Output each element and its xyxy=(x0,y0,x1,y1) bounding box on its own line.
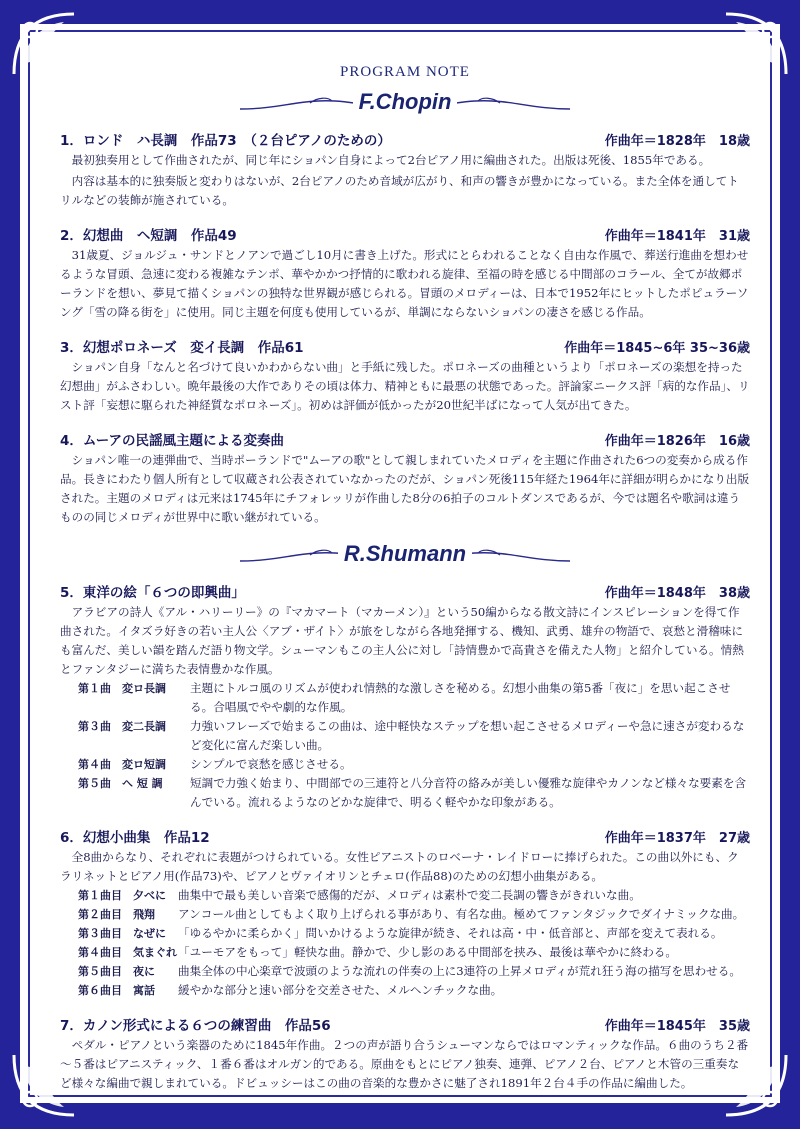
movement-description: 緩やかな部分と速い部分を交差させた、メルヘンチックな曲。 xyxy=(178,983,503,997)
work-title: 2．幻想曲 ヘ短調 作品49 xyxy=(60,228,237,244)
work-year: 作曲年＝1845年 35歳 xyxy=(604,1019,750,1034)
movement-row xyxy=(60,905,750,924)
work-title: 4．ムーアの民謡風主題による変奏曲 xyxy=(60,433,285,449)
movement-description: 「ゆるやかに柔らかく」問いかけるような旋律が続き、それは高・中・低音部と、声部を変えて表れる。 xyxy=(178,926,723,940)
work-title: 1．ロンド ハ長調 作品73 （２台ピアノのための） xyxy=(60,133,391,149)
movement-label: 第１曲 変ロ長調 xyxy=(78,682,166,695)
movement-row xyxy=(60,679,750,717)
movement-label: 第３曲目 なぜに xyxy=(78,927,166,940)
work-year: 作曲年＝1837年 27歳 xyxy=(604,831,750,846)
work-description: 内容は基本的に独奏版と変わりはないが、2台ピアノのため音域が広がり、和声の響きが豊かになっている。また全体を通してトリルなどの装飾が施されている。 xyxy=(60,174,739,207)
work-title: 3．幻想ポロネーズ 変イ長調 作品61 xyxy=(60,340,304,356)
page-title: PROGRAM NOTE xyxy=(340,64,470,80)
movement-row xyxy=(60,924,750,943)
composer-heading-schumann xyxy=(60,541,750,573)
work-description: アラビアの詩人《アル・ハリーリー》の『マカマート（マカーメン）』という50編からなる散文詩にインスピレーションを得て作曲された。イタズラ好きの若い主人公〈アブ・ザイト〉が旅をしながら各地発揮する、機知、武勇、雄弁の物語で、哀愁と滑稽味にも富んだ、美しい韻を踏んだ語り物文学。シューマンもこの主人公に対し「詩情豊かで高貴さを備えた人物」と紹介している。情熱とファンタジーに満ちた表情豊かな作風。 xyxy=(60,605,744,676)
program-content xyxy=(60,58,750,1107)
work-description: 最初独奏用として作曲されたが、同じ年にショパン自身によって2台ピアノ用に編曲された。出版は死後、1855年である。 xyxy=(71,153,711,167)
movement-description: 曲集全体の中心楽章で波頭のような流れの伴奏の上に3連符の上昇メロディが荒れ狂う海の描写を思わせる。 xyxy=(178,964,741,978)
movement-label: 第５曲目 夜に xyxy=(78,965,155,978)
movement-label: 第１曲目 夕べに xyxy=(78,889,166,902)
work-description: ショパン自身「なんと名づけて良いかわからない曲」と手紙に残した。ポロネーズの曲種というより「ポロネーズの楽想を持った幻想曲」がふさわしい。晩年最後の大作でありその頃は体力、精神ともに最悪の状態であった。評論家ニークス評「病的な作品」、リスト評「妄想に駆られた神経質なポロネーズ」。初めは評価が低かったが20世紀半ばになって人気が出てきた。 xyxy=(60,360,750,412)
movement-description: アンコール曲としてもよく取り上げられる事があり、有名な曲。極めてファンタジックでダイナミックな曲。 xyxy=(178,907,745,921)
work-title: 5．東洋の絵「６つの即興曲」 xyxy=(60,585,245,601)
movement-description: 曲集中で最も美しい音楽で感傷的だが、メロディは素朴で変二長調の響きがきれいな曲。 xyxy=(178,888,641,902)
work-entry xyxy=(60,336,750,415)
composer-name: F.Chopin xyxy=(353,89,458,114)
movement-description: 主題にトルコ風のリズムが使われ情熱的な激しさを秘める。幻想小曲集の第5番「夜に」を思い起こさせる。合唱風でやや劇的な作風。 xyxy=(190,681,731,714)
work-year: 作曲年＝1841年 31歳 xyxy=(604,229,750,244)
work-entry xyxy=(60,429,750,527)
work-entry xyxy=(60,1014,750,1093)
movement-label: 第３曲 変二長調 xyxy=(78,720,166,733)
work-year: 作曲年＝1848年 38歳 xyxy=(604,586,750,601)
movement-row xyxy=(60,962,750,981)
movement-row xyxy=(60,774,750,812)
work-entry xyxy=(60,129,750,210)
movement-description: 「ユーモアをもって」軽快な曲。静かで、少し影のある中間部を挟み、最後は華やかに終わる。 xyxy=(178,945,677,959)
composer-heading-chopin xyxy=(60,89,750,121)
work-entry xyxy=(60,224,750,322)
work-description: 31歳夏、ジョルジュ・サンドとノアンで過ごし10月に書き上げた。形式にとらわれることなく自由な作風で、葬送行進曲を想わせるような冒頭、急速に変わる複雑なテンポ、華やかかつ抒情的に歌われる旋律、至福の時を感じる中間部のコラール、全てが故郷ポーランドを想い、夢見て描くショパンの独特な世界観が感じられる。冒頭のメロディーは、日本で1952年にヒットしたポピュラーソング「雪の降る街を」に使用。同じ主題を何度も使用しているが、単調にならないショパンの凄さを感じる作品。 xyxy=(60,248,749,319)
movement-row xyxy=(60,886,750,905)
movement-row xyxy=(60,755,750,774)
movement-label: 第６曲目 寓話 xyxy=(78,984,155,997)
work-entry xyxy=(60,826,750,1000)
movement-row xyxy=(60,717,750,755)
movement-row xyxy=(60,943,750,962)
movement-label: 第２曲目 飛翔 xyxy=(78,908,155,921)
movement-label: 第５曲 ヘ 短 調 xyxy=(78,777,163,790)
movement-row xyxy=(60,981,750,1000)
work-description: 全8曲からなり、それぞれに表題がつけられている。女性ピアニストのロベーナ・レイドローに捧げられた。この曲以外にも、クラリネットとピアノ用(作品73)や、ピアノとヴァイオリンとチェロ(作品88)のための幻想小曲集がある。 xyxy=(60,850,739,883)
work-year: 作曲年＝1826年 16歳 xyxy=(604,434,750,449)
composer-name: R.Shumann xyxy=(338,541,472,566)
work-description: ショパン唯一の連弾曲で、当時ポーランドで"ムーアの歌"として親しまれていたメロディを主題に作曲された6つの変奏から成る作品。長きにわたり個人所有として収蔵され公表されていなかったのだが、ショパン死後115年経た1964年に詳細が明らかになり出版された。主題のメロディは元来は1745年にチフォレッリが作曲した8分の6拍子のコルトダンスであるが、今では題名や歌詞は違うものの同じメロディが世界中に歌い継がれている。 xyxy=(60,453,750,524)
work-title: 7．カノン形式による６つの練習曲 作品56 xyxy=(60,1018,331,1034)
movement-description: 短調で力強く始まり、中間部での三連符と八分音符の絡みが美しい優雅な旋律やカノンなど様々な要素を含んでいる。流れるようなのどかな旋律で、明るく軽やかな印象がある。 xyxy=(190,776,747,809)
work-entry xyxy=(60,581,750,812)
movement-label: 第４曲目 気まぐれ xyxy=(78,946,177,959)
work-year: 作曲年＝1845~6年 35~36歳 xyxy=(564,341,750,356)
work-description: ペダル・ピアノという楽器のために1845年作曲。２つの声が語り合うシューマンならではロマンティックな作品。６曲のうち２番～５番はピアニスティック、１番６番はオルガン的である。原曲をもとにピアノ独奏、連弾、ピアノ２台、ピアノと木管の三重奏など様々な編曲で親しまれている。ドビュッシーはこの曲の音楽的な豊かさに魅了され1891年２台４手の作品に編曲した。 xyxy=(60,1038,749,1090)
movement-description: シンプルで哀愁を感じさせる。 xyxy=(190,757,352,771)
work-year: 作曲年＝1828年 18歳 xyxy=(604,134,750,149)
work-title: 6．幻想小曲集 作品12 xyxy=(60,830,210,846)
movement-label: 第４曲 変ロ短調 xyxy=(78,758,166,771)
movement-description: 力強いフレーズで始まるこの曲は、途中軽快なステップを想い起こさせるメロディーや急に速さが変わるなど変化に富んだ楽しい曲。 xyxy=(190,719,745,752)
